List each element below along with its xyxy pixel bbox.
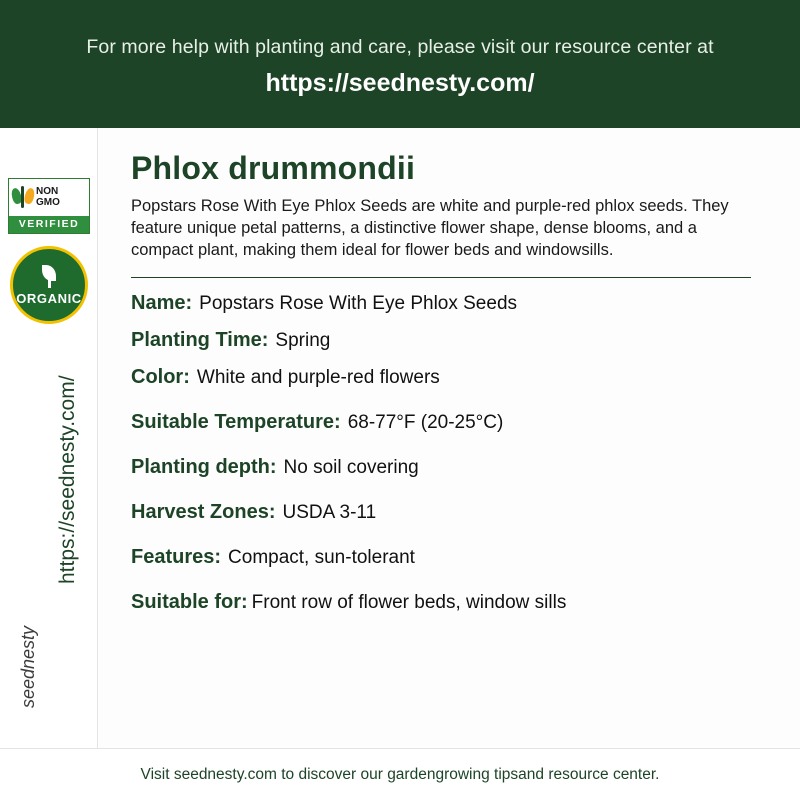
spec-row-suitable-for [131,591,764,614]
product-details [99,128,800,748]
product-description: Popstars Rose With Eye Phlox Seeds are white and purple-red phlox seeds. They feature unique petal patterns, a distinctive flower shape, dense blooms, and a compact plant, making them ideal for flower beds and windowsills. [131,197,729,259]
footer-text: Visit seednesty.com to discover our gardengrowing tipsand resource center. [140,765,660,783]
organic-label: ORGANIC [16,290,82,306]
vertical-brand-name: seednesty [18,625,38,708]
non-gmo-label [36,187,60,208]
spec-label: Planting depth: [131,456,277,478]
non-gmo-line1: NON [36,186,59,197]
spec-value: 68-77°F (20-25°C) [347,412,504,433]
spec-value: White and purple-red flowers [196,367,440,388]
butterfly-icon [12,185,34,211]
header-website-url[interactable]: https://seednesty.com/ [265,69,535,97]
footer-bar [0,748,800,800]
spec-row-planting-depth [131,456,764,479]
non-gmo-badge-top [9,179,89,216]
left-badge-rail [0,128,98,748]
spec-value: USDA 3-11 [282,502,377,523]
spec-label: Color: [131,366,190,388]
spec-label: Harvest Zones: [131,501,276,523]
spec-label: Suitable Temperature: [131,411,341,433]
spec-row-suitable-temperature [131,411,764,434]
spec-row-planting-time [131,329,764,352]
spec-row-color [131,366,764,389]
spec-label: Planting Time: [131,329,269,351]
spec-value: Front row of flower beds, window sills [251,592,567,613]
spec-row-name [131,292,764,315]
spec-row-harvest-zones [131,501,764,524]
non-gmo-verified-badge [8,178,90,234]
header-banner [0,0,800,128]
non-gmo-line2: GMO [36,196,60,208]
spec-value: Popstars Rose With Eye Phlox Seeds [199,293,518,314]
header-help-text: For more help with planting and care, please visit our resource center at [86,36,714,58]
spec-label: Suitable for: [131,591,248,613]
spec-value: Spring [275,330,331,351]
spec-label: Features: [131,546,222,568]
section-divider [131,277,751,278]
vertical-website-url[interactable]: https://seednesty.com/ [56,375,79,584]
page-title: Phlox drummondii [131,150,416,186]
spec-value: Compact, sun-tolerant [228,547,415,568]
spec-value: No soil covering [283,457,419,478]
non-gmo-verified-label: VERIFIED [9,216,89,233]
vertical-url-wrapper [30,358,79,584]
spec-label: Name: [131,292,193,314]
spec-row-features [131,546,764,569]
